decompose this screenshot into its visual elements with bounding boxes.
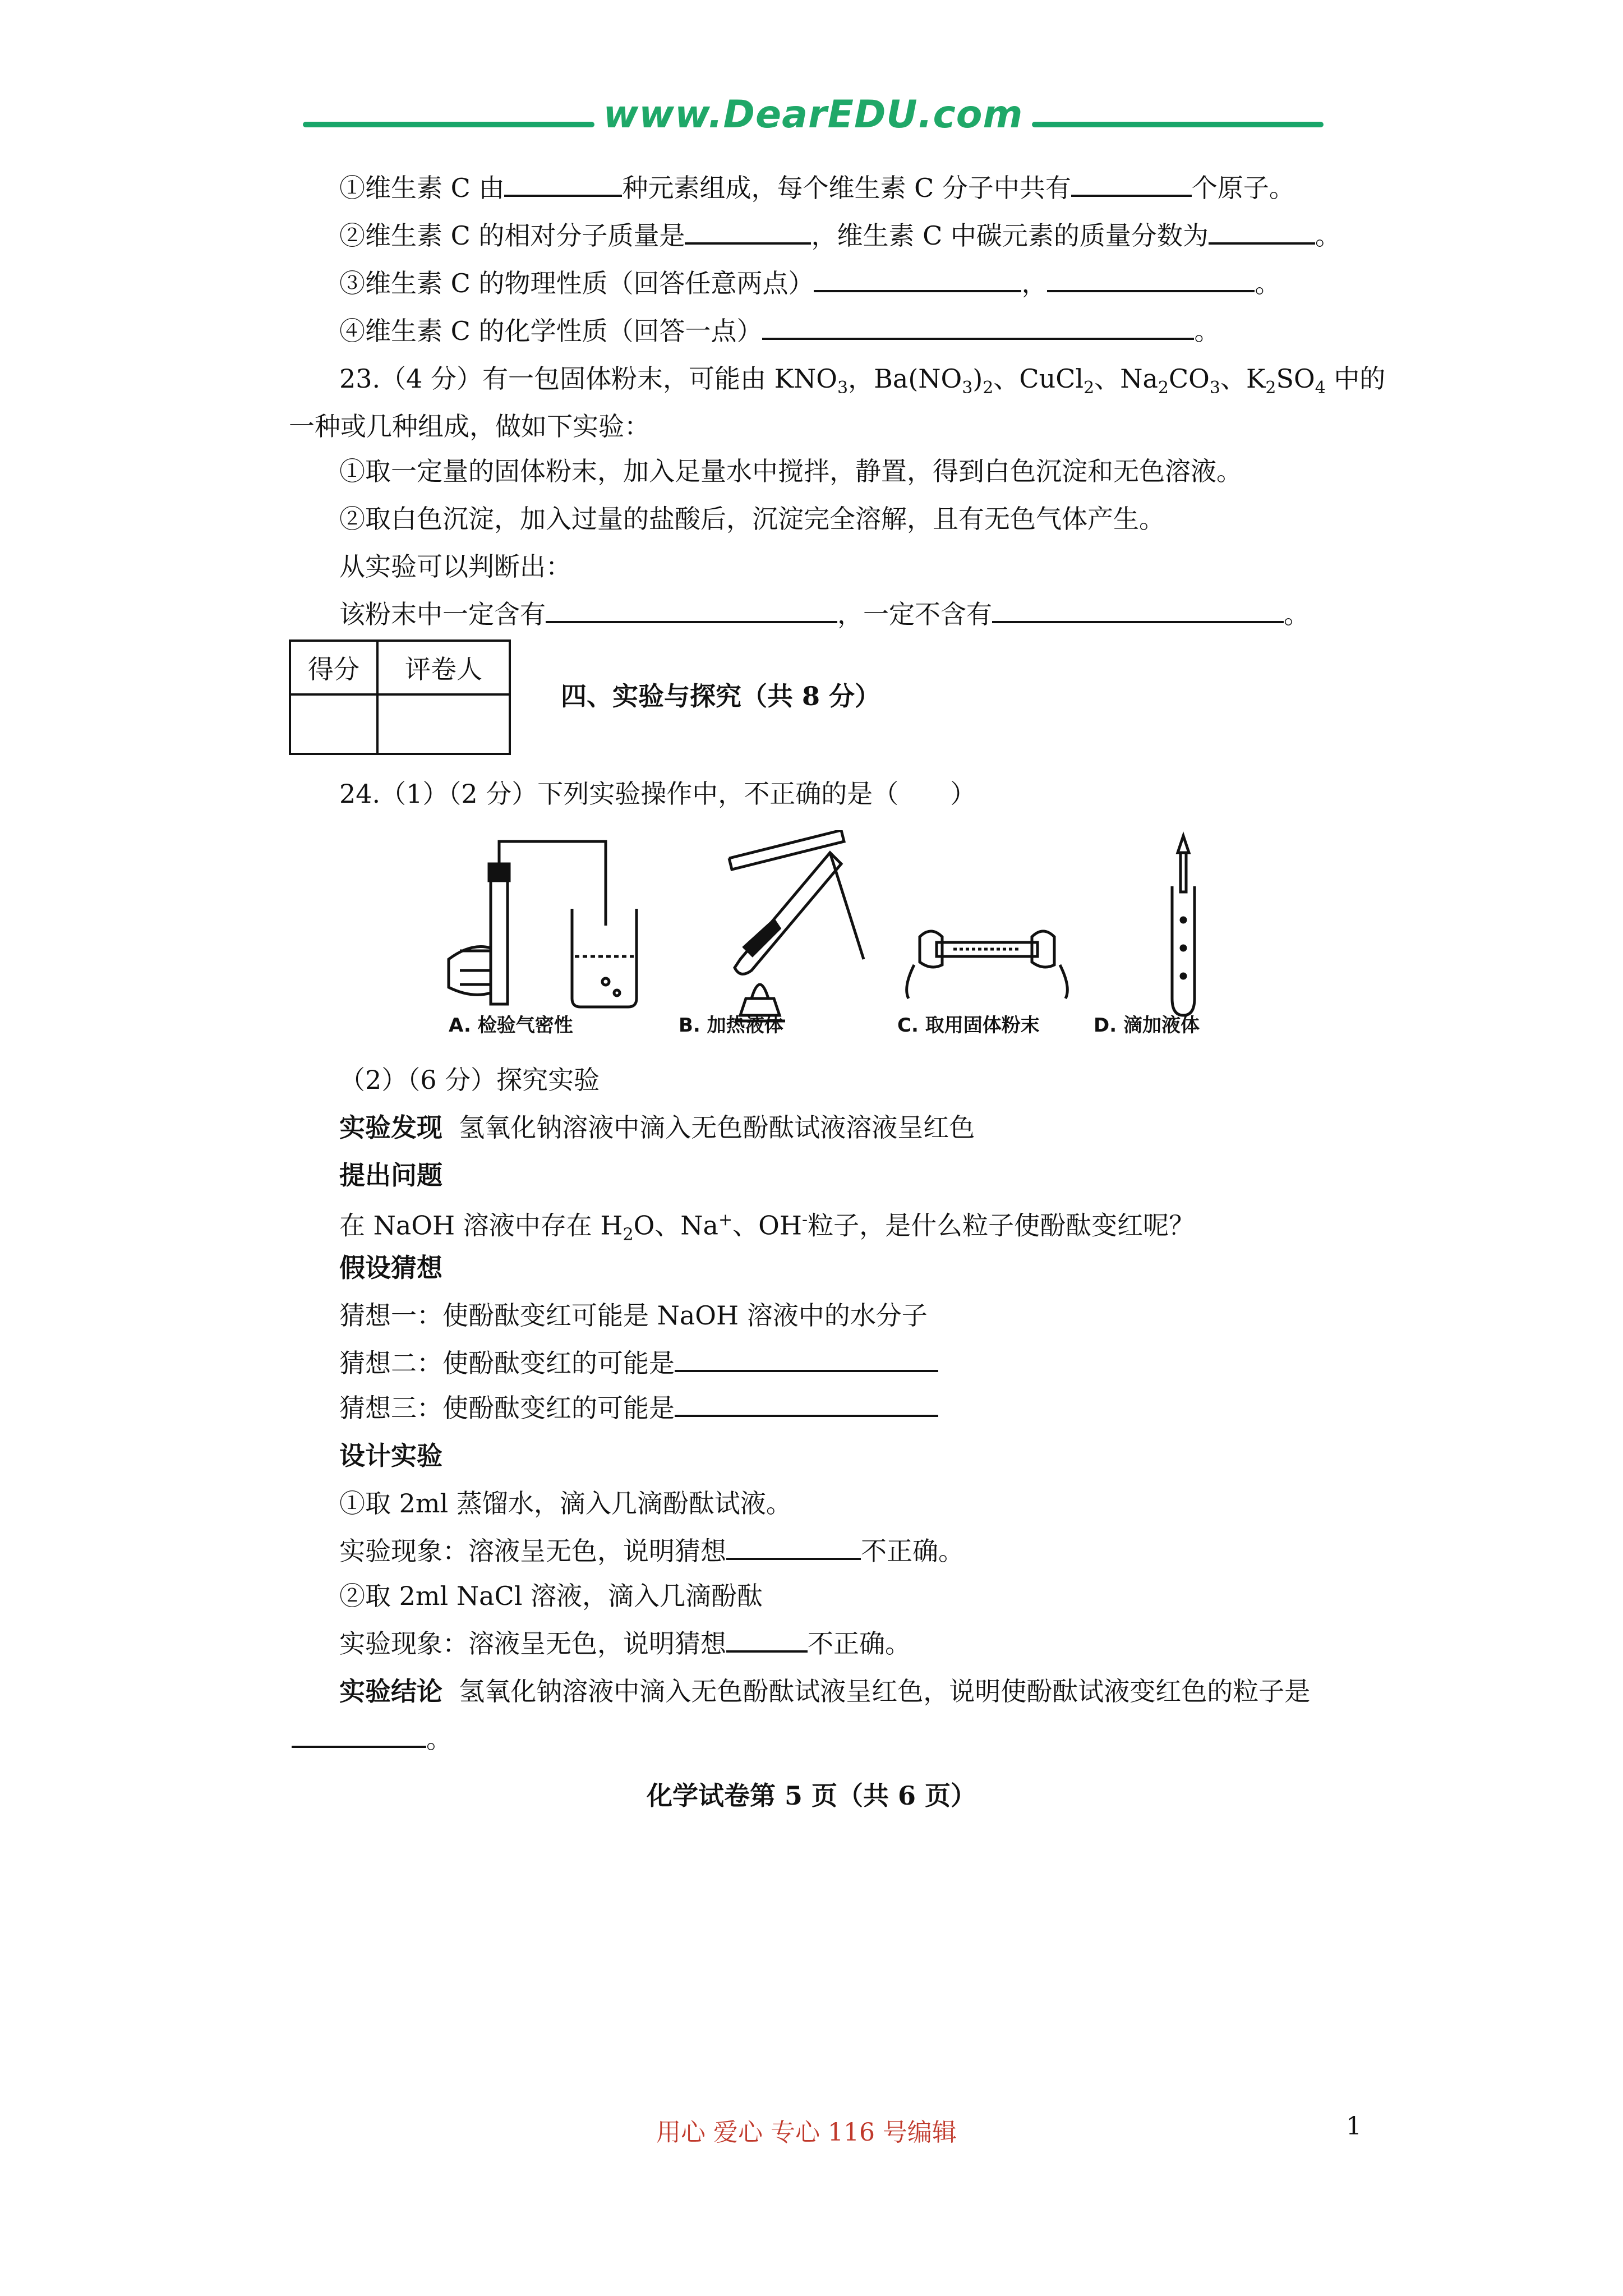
subscript: 2 bbox=[1083, 378, 1095, 398]
grader-cell[interactable] bbox=[377, 694, 510, 754]
grader-header: 评卷人 bbox=[377, 641, 510, 694]
phenomenon-text: 实验现象：溶液呈无色，说明猜想 bbox=[339, 1536, 726, 1566]
subscript: 3 bbox=[837, 378, 849, 398]
answer-blank[interactable] bbox=[1047, 268, 1255, 292]
answer-blank[interactable] bbox=[814, 268, 1021, 292]
q23-text: ，Ba(NO bbox=[848, 364, 962, 394]
conclusion-line bbox=[339, 1674, 1310, 1708]
phenomenon-text: 实验现象：溶液呈无色，说明猜想 bbox=[339, 1628, 726, 1659]
q23-conclude: 从实验可以判断出： bbox=[339, 551, 571, 582]
answer-blank[interactable] bbox=[292, 1723, 426, 1748]
phenomenon-text: 不正确。 bbox=[861, 1536, 964, 1566]
design-2: ②取 2ml NaCl 溶液，滴入几滴酚酞 bbox=[339, 1581, 763, 1611]
answer-blank[interactable] bbox=[685, 220, 811, 245]
conclusion-label: 实验结论 bbox=[339, 1676, 442, 1706]
q23-text: 中的 bbox=[1325, 364, 1386, 394]
design-label: 设计实验 bbox=[339, 1441, 442, 1471]
answer-blank[interactable] bbox=[675, 1392, 938, 1417]
design-1: ①取 2ml 蒸馏水，滴入几滴酚酞试液。 bbox=[339, 1488, 792, 1519]
q23-answer-line bbox=[339, 597, 1310, 631]
question-text: O、Na bbox=[633, 1210, 718, 1241]
superscript: - bbox=[801, 1210, 808, 1230]
question-text: 粒子，是什么粒子使酚酞变红呢？ bbox=[808, 1210, 1195, 1241]
question-text: 、OH bbox=[732, 1210, 802, 1241]
q23-stem-2: 一种或几种组成，做如下实验： bbox=[289, 411, 650, 441]
question-label: 提出问题 bbox=[339, 1160, 442, 1190]
conclusion-text: 。 bbox=[426, 1724, 452, 1754]
answer-blank[interactable] bbox=[1209, 220, 1315, 245]
q22-text: ①维生素 C 由 bbox=[339, 173, 505, 203]
q22-text: ，维生素 C 中碳元素的质量分数为 bbox=[811, 220, 1209, 251]
q23-text: 、Na bbox=[1094, 364, 1158, 394]
q23-text: SO bbox=[1276, 364, 1315, 394]
q24-part1: 24.（1）（2 分）下列实验操作中，不正确的是（ ） bbox=[339, 779, 976, 809]
q22-text: 。 bbox=[1194, 316, 1220, 346]
credit-footer: 用心 爱心 专心 116 号编辑 bbox=[656, 2118, 957, 2147]
answer-blank[interactable] bbox=[1071, 172, 1192, 197]
caption-b: B. 加热液体 bbox=[679, 1014, 783, 1037]
subscript: 3 bbox=[962, 378, 973, 398]
q22-text: ②维生素 C 的相对分子质量是 bbox=[339, 220, 685, 251]
q22-line-4 bbox=[339, 314, 1220, 348]
q23-experiment-2: ②取白色沉淀，加入过量的盐酸后，沉淀完全溶解，且有无色气体产生。 bbox=[339, 504, 1165, 534]
q23-text: ，一定不含有 bbox=[837, 599, 992, 629]
hypothesis-3 bbox=[339, 1391, 938, 1425]
q23-text: 、CuCl bbox=[993, 364, 1084, 394]
q22-text: ④维生素 C 的化学性质（回答一点） bbox=[339, 316, 763, 346]
caption-c: C. 取用固体粉末 bbox=[897, 1014, 1040, 1037]
conclusion-answer bbox=[292, 1722, 452, 1756]
answer-blank[interactable] bbox=[762, 315, 1194, 340]
q22-line-1 bbox=[339, 171, 1295, 205]
q23-text: 该粉末中一定含有 bbox=[339, 599, 546, 629]
conclusion-text: 氢氧化钠溶液中滴入无色酚酞试液呈红色，说明使酚酞试液变红色的粒子是 bbox=[459, 1676, 1311, 1706]
superscript: + bbox=[718, 1210, 733, 1230]
answer-blank[interactable] bbox=[675, 1347, 938, 1372]
page-number: 1 bbox=[1346, 2112, 1362, 2141]
subscript: 2 bbox=[623, 1225, 634, 1245]
hypothesis-text: 猜想三：使酚酞变红的可能是 bbox=[339, 1393, 675, 1423]
site-title: www.DearEDU.com bbox=[603, 93, 1023, 137]
q23-stem bbox=[339, 362, 1385, 405]
phenomenon-1 bbox=[339, 1534, 964, 1568]
hypothesis-text: 猜想二：使酚酞变红的可能是 bbox=[339, 1348, 675, 1378]
q23-text: CO bbox=[1168, 364, 1210, 394]
figure-d-dropping bbox=[1172, 836, 1195, 1015]
figure-b-heating bbox=[729, 830, 864, 1021]
phenomenon-2 bbox=[339, 1627, 911, 1660]
answer-blank[interactable] bbox=[726, 1628, 808, 1653]
hypothesis-2 bbox=[339, 1346, 938, 1380]
question-line bbox=[339, 1203, 1195, 1252]
caption-a: A. 检验气密性 bbox=[449, 1014, 573, 1037]
finding-label: 实验发现 bbox=[339, 1112, 442, 1143]
subscript: 2 bbox=[983, 378, 994, 398]
q22-line-2 bbox=[339, 219, 1341, 252]
q22-text: 。 bbox=[1315, 220, 1341, 251]
answer-blank[interactable] bbox=[992, 599, 1284, 623]
answer-blank[interactable] bbox=[504, 172, 622, 197]
score-header: 得分 bbox=[290, 641, 377, 694]
q22-text: ， bbox=[1021, 268, 1048, 298]
subscript: 3 bbox=[1209, 378, 1220, 398]
score-table bbox=[289, 639, 511, 755]
figure-a-airtightness bbox=[449, 841, 637, 1007]
answer-blank[interactable] bbox=[726, 1535, 861, 1560]
q22-line-3 bbox=[339, 266, 1280, 300]
score-cell[interactable] bbox=[290, 694, 377, 754]
header-swoosh-left bbox=[303, 122, 594, 127]
q22-text: 种元素组成，每个维生素 C 分子中共有 bbox=[622, 173, 1071, 203]
section-title: 四、实验与探究（共 8 分） bbox=[561, 681, 881, 711]
hypothesis-1: 猜想一：使酚酞变红可能是 NaOH 溶液中的水分子 bbox=[339, 1300, 928, 1331]
finding-text: 氢氧化钠溶液中滴入无色酚酞试液溶液呈红色 bbox=[459, 1112, 975, 1143]
question-text: 在 NaOH 溶液中存在 H bbox=[339, 1210, 623, 1241]
q22-text: 个原子。 bbox=[1191, 173, 1295, 203]
hypothesis-label: 假设猜想 bbox=[339, 1253, 442, 1283]
finding-line bbox=[339, 1111, 975, 1144]
page-footer: 化学试卷第 5 页（共 6 页） bbox=[646, 1780, 977, 1811]
q23-text: 23.（4 分）有一包固体粉末，可能由 KNO bbox=[339, 364, 837, 394]
figure-c-solid-powder bbox=[907, 931, 1068, 999]
caption-d: D. 滴加液体 bbox=[1094, 1014, 1200, 1037]
answer-blank[interactable] bbox=[546, 599, 837, 623]
site-header bbox=[303, 93, 1324, 160]
q23-text: 。 bbox=[1284, 599, 1310, 629]
q24-part2: （2）（6 分）探究实验 bbox=[339, 1065, 600, 1095]
header-swoosh-right bbox=[1032, 122, 1324, 127]
q23-text: 、K bbox=[1220, 364, 1266, 394]
q23-text: ) bbox=[972, 364, 983, 394]
phenomenon-text: 不正确。 bbox=[808, 1628, 911, 1659]
subscript: 2 bbox=[1158, 378, 1169, 398]
subscript: 2 bbox=[1265, 378, 1276, 398]
subscript: 4 bbox=[1315, 378, 1326, 398]
q22-text: 。 bbox=[1255, 268, 1281, 298]
q23-experiment-1: ①取一定量的固体粉末，加入足量水中搅拌，静置，得到白色沉淀和无色溶液。 bbox=[339, 456, 1242, 486]
q22-text: ③维生素 C 的物理性质（回答任意两点） bbox=[339, 268, 814, 298]
